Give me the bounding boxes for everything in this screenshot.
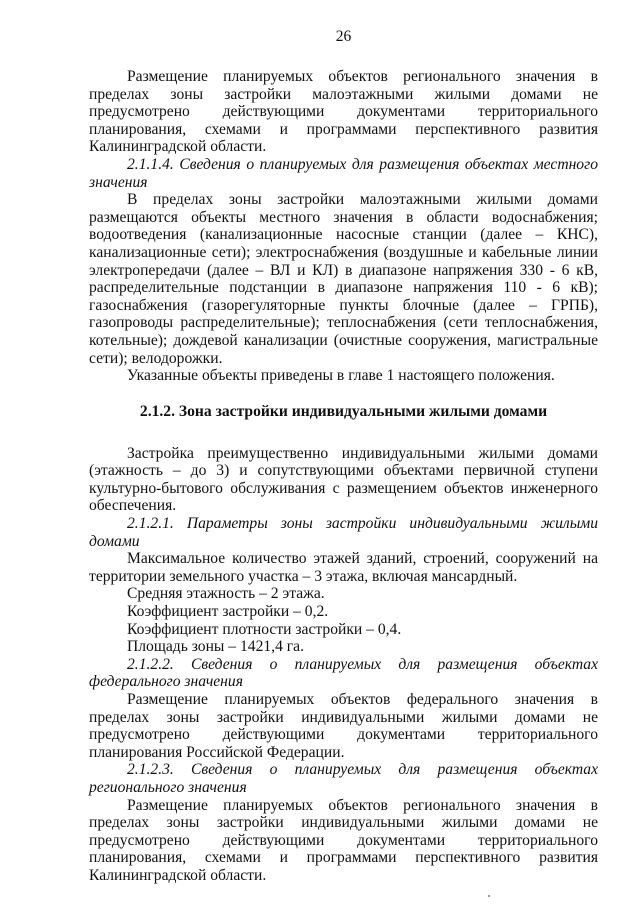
paragraph-zone-description: Застройка преимущественно индивидуальными жилыми домами (этажность – до 3) и сопутствующими объектами первичной ступени культурно-бытового обслуживания с размещением объектов инженерного обеспечения. (89, 444, 598, 515)
page-number: 26 (335, 28, 352, 45)
subsection-heading-2-1-2-2: 2.1.2.2. Сведения о планируемых для размещения объектах федерального значения (89, 655, 598, 691)
paragraph-regional-individual: Размещение планируемых объектов регионального значения в пределах зоны застройки индивидуальными жилыми домами не предусмотрено действующими документами территориального планирования, схемами и программами перспективного развития Калининградской области. (89, 796, 598, 884)
paragraph-max-floors: Максимальное количество этажей зданий, строений, сооружений на территории земельного участка – 3 этажа, включая мансардный. (89, 550, 598, 585)
paragraph-chapter-reference: Указанные объекты приведены в главе 1 настоящего положения. (127, 367, 555, 385)
paragraph-zone-area: Площадь зоны – 1421,4 га. (127, 638, 304, 656)
subsection-heading-2-1-2-1: 2.1.2.1. Параметры зоны застройки индивидуальными жилыми домами (89, 515, 598, 550)
subsection-heading-2-1-1-4: 2.1.1.4. Сведения о планируемых для размещения объектах местного значения (89, 155, 598, 191)
paragraph-density-coefficient: Коэффициент плотности застройки – 0,4. (127, 620, 402, 638)
scan-speck (488, 895, 490, 897)
paragraph-avg-floors: Средняя этажность – 2 этажа. (127, 585, 325, 603)
paragraph-regional-lowrise: Размещение планируемых объектов регионального значения в пределах зоны застройки малоэтажными жилыми домами не предусмотрено действующими документами территориального планирования, схемами и программами перспективного развития Калининградской области. (89, 68, 598, 156)
paragraph-building-coefficient: Коэффициент застройки – 0,2. (127, 603, 329, 621)
paragraph-local-objects: В пределах зоны застройки малоэтажными жилыми домами размещаются объекты местного значения в области водоснабжения; водоотведения (канализационные насосные станции (далее – КНС), канализационные сети); электроснабжения (воздушные и кабельные линии электропередачи (далее – ВЛ и КЛ) в диапазоне напряжения 330 - 6 кВ, распределительные подстанции в диапазоне напряжения 110 - 6 кВ); газоснабжения (газорегуляторные пункты блочные (далее – ГРПБ), газопроводы распределительные); теплоснабжения (сети теплоснабжения, котельные); дождевой канализации (очистные сооружения, магистральные сети); велодорожки. (89, 191, 598, 367)
paragraph-federal-objects: Размещение планируемых объектов федерального значения в пределах зоны застройки индивидуальными жилыми домами не предусмотрено действующими документами территориального планирования Российской Федерации. (89, 691, 598, 761)
subsection-heading-2-1-2-3: 2.1.2.3. Сведения о планируемых для размещения объектах регионального значения (89, 761, 598, 796)
section-heading-2-1-2: 2.1.2. Зона застройки индивидуальными жилыми домами (139, 402, 548, 420)
